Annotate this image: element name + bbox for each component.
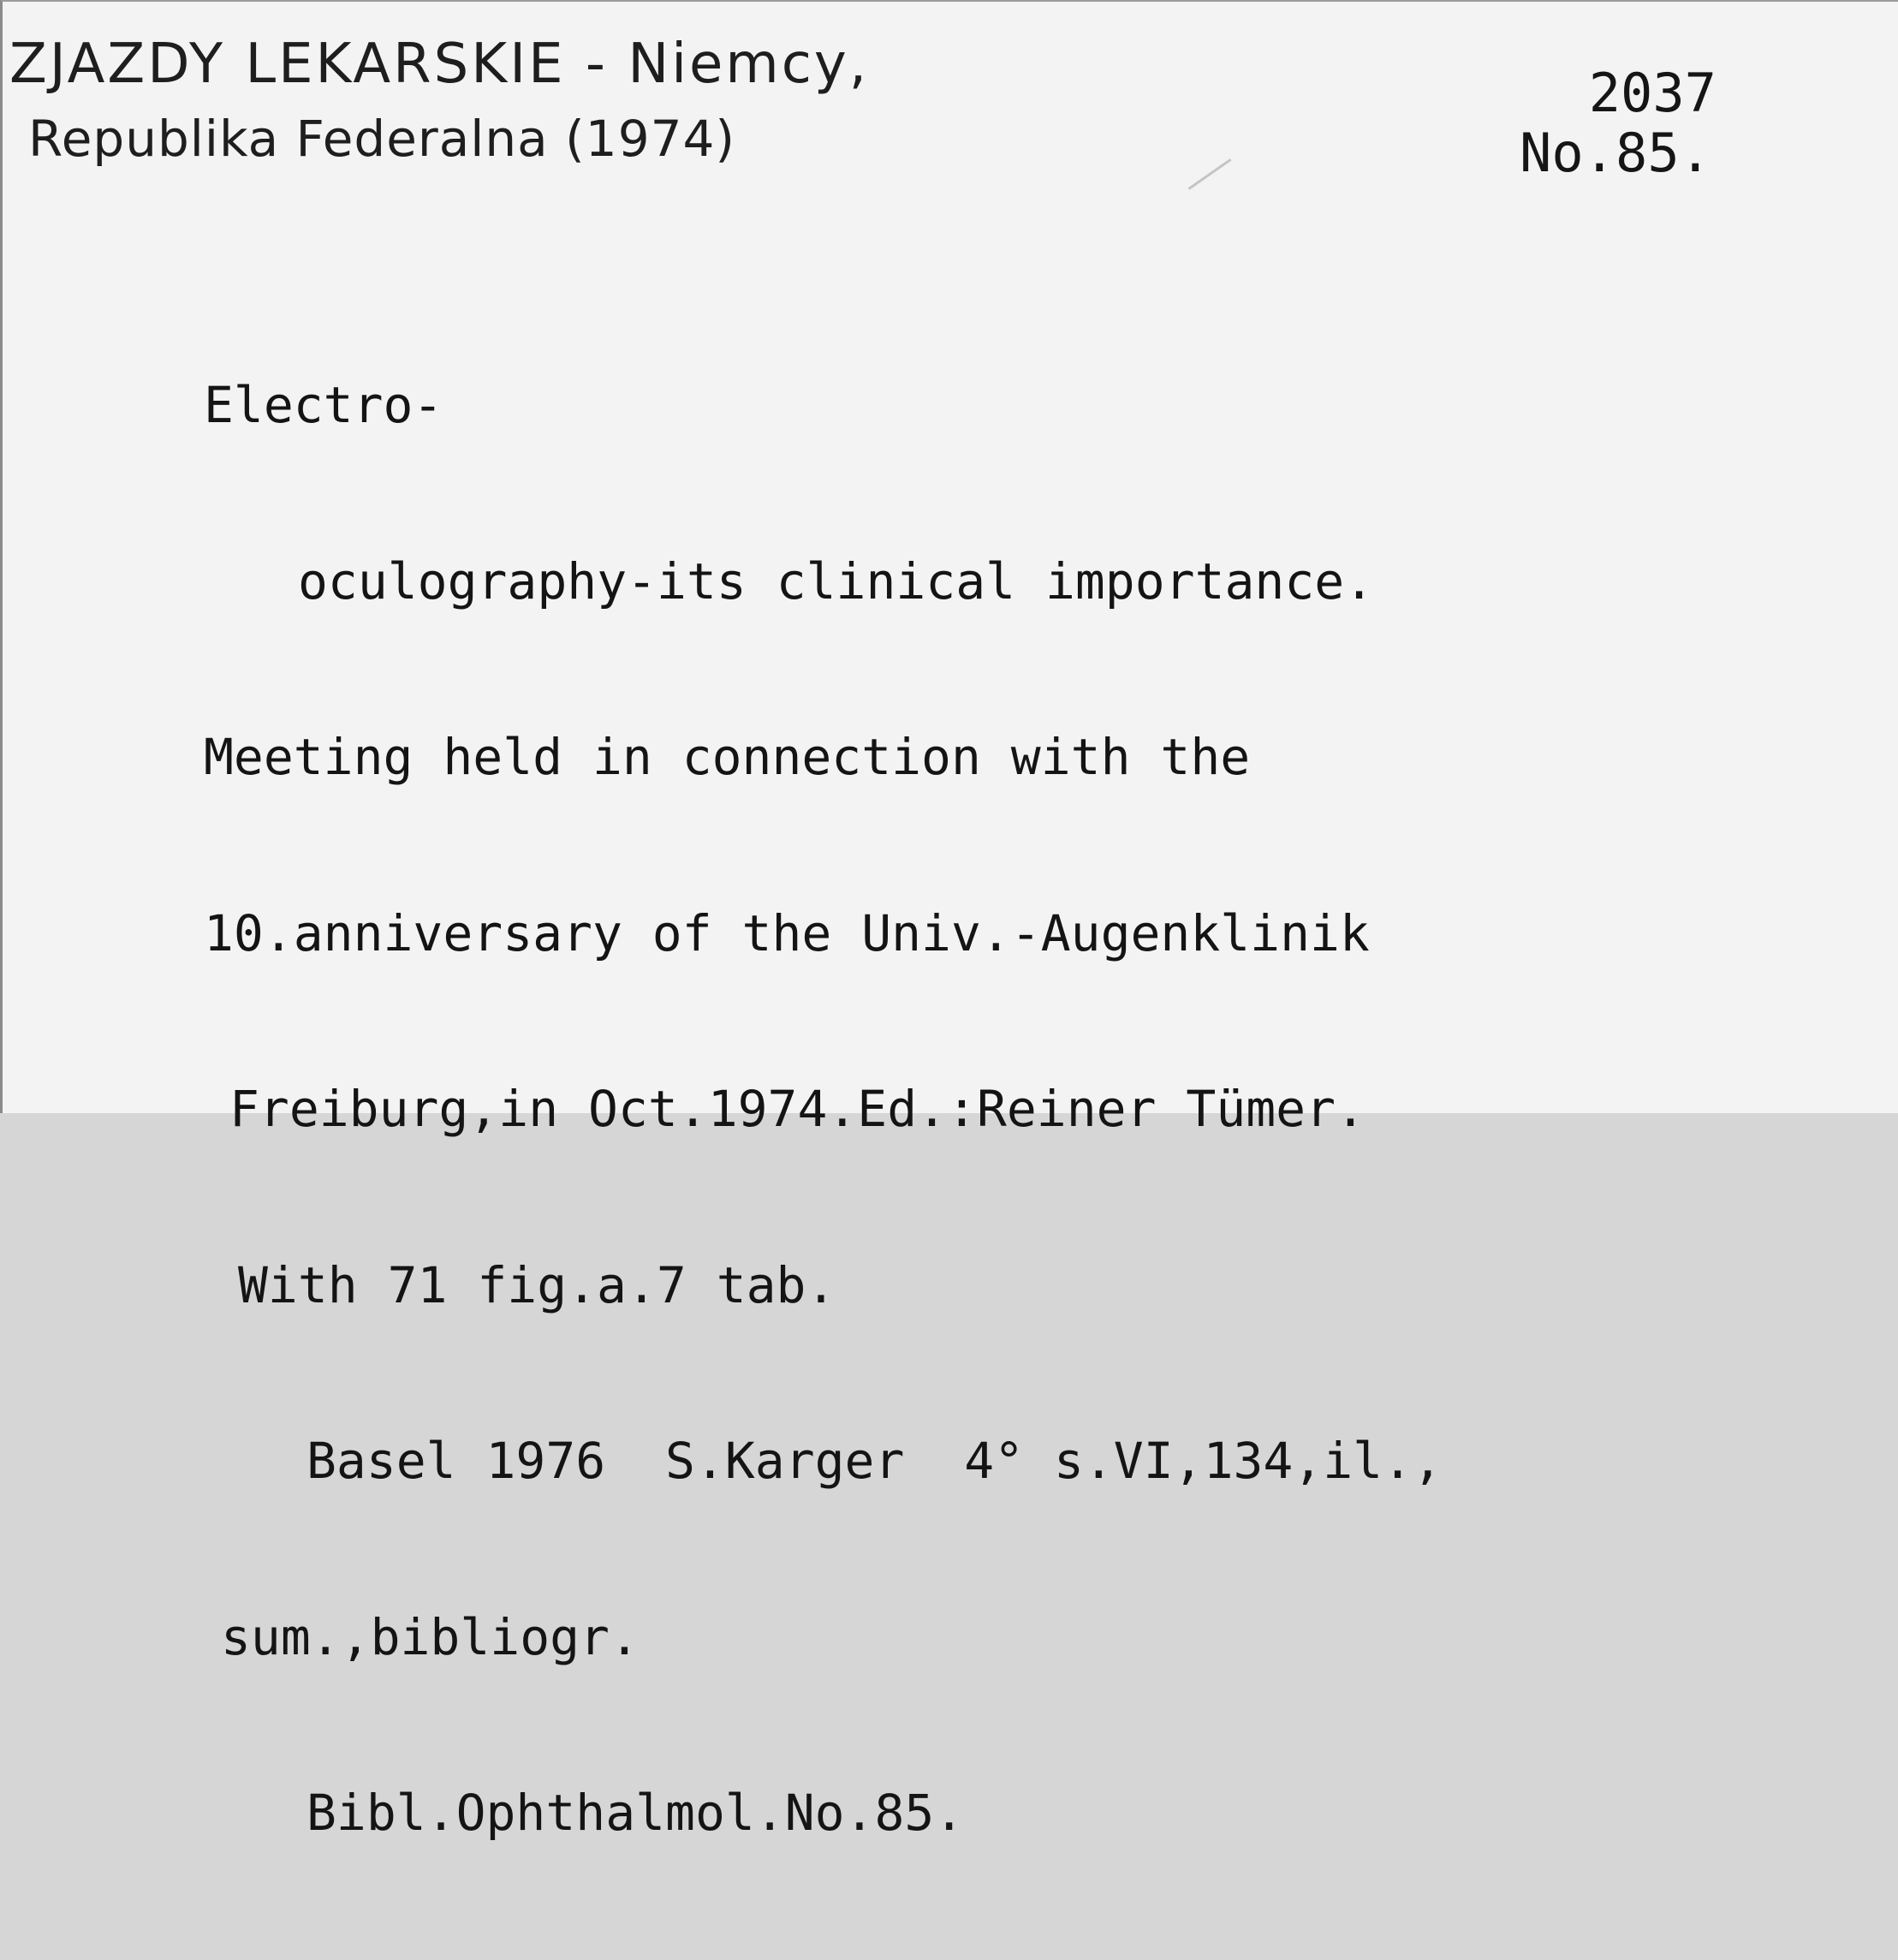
bibliographic-description (204, 259, 1443, 1960)
description-line: oculography-its clinical importance. (298, 551, 1375, 611)
description-line: Freiburg,in Oct.1974.Ed.:Reiner Tümer. (229, 1080, 1365, 1138)
description-line: With 71 fig.a.7 tab. (238, 1255, 836, 1314)
description-line: 10.anniversary of the Univ.-Augenklinik (204, 903, 1370, 962)
pencil-mark (1188, 158, 1232, 190)
description-line: Basel 1976 S.Karger 4° s.VI,134,il., (306, 1432, 1443, 1490)
heading-subject-continued: Republika Federalna (1974) (28, 110, 736, 168)
heading-subject: ZJAZDY LEKARSKIE - Niemcy, (9, 33, 870, 96)
description-line: Bibl.Ophthalmol.No.85. (306, 1784, 965, 1842)
description-line: Electro- (204, 376, 443, 434)
call-number: 2037 (1588, 62, 1717, 124)
series-number: No.85. (1520, 122, 1711, 184)
description-line: sum.,bibliogr. (221, 1607, 640, 1666)
description-line: Meeting held in connection with the (204, 728, 1251, 786)
